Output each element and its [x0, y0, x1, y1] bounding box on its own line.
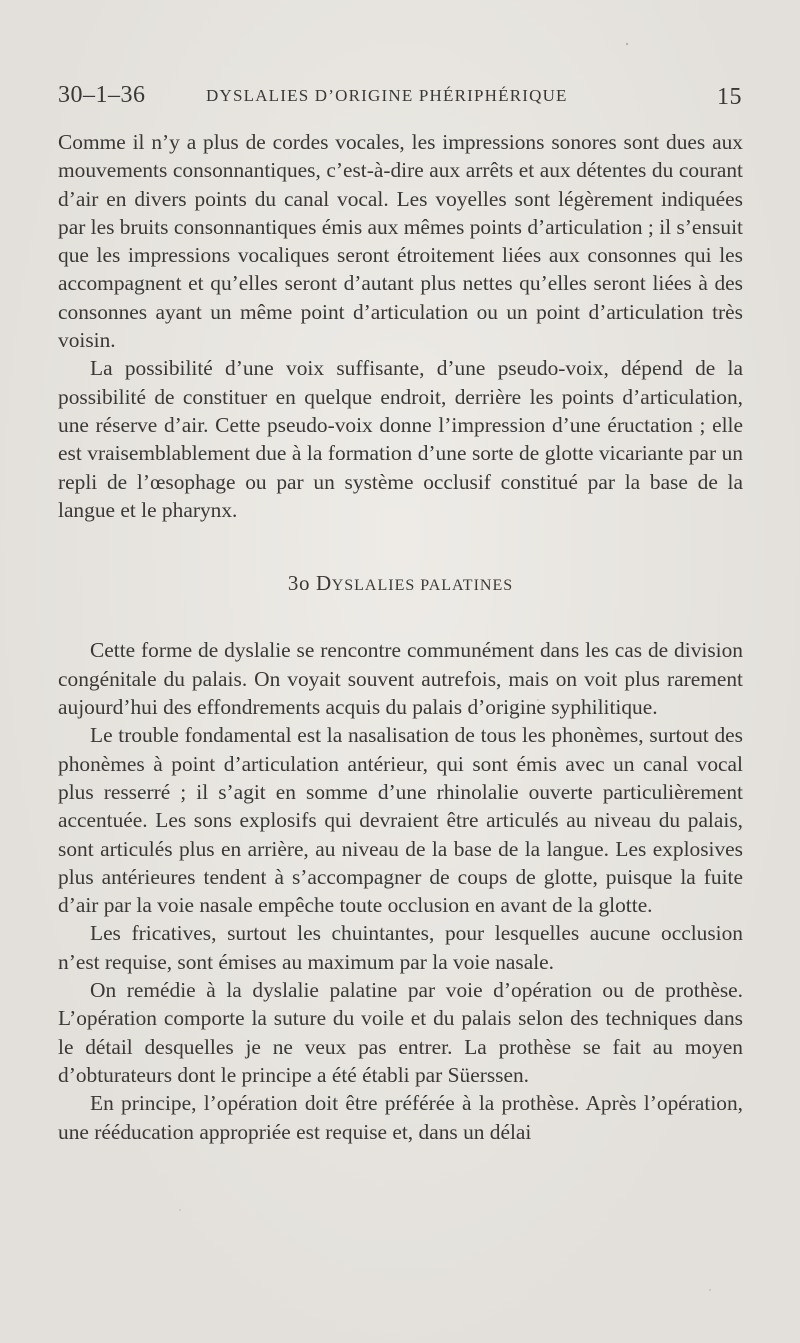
paragraph-en-principe: En principe, l’opération doit être préférée à la prothèse. Après l’opération, une rééducation appropriée est requise et, dans un délai [58, 1091, 743, 1144]
folio-code: 30–1–36 [58, 82, 146, 108]
paragraph-continued: Comme il n’y a plus de cordes vocales, les impressions sonores sont dues aux mouvements consonnantiques, c’est-à-dire aux arrêts et aux détentes du courant d’air en divers points du canal vocal. Les voyelles sont légèrement indiquées par les bruits consonnantiques émis aux mêmes points d’articulation ; il s’ensuit que les impressions vocaliques seront étroitement liées aux consonnes qui les accompagnent et qu’elles seront d’autant plus nettes qu’elles seront liées à des consonnes ayant un même point d’articulation ou un point d’articulation très voisin. [58, 130, 743, 353]
paragraph-remede: On remédie à la dyslalie palatine par voie d’opération ou de prothèse. L’opération comporte la suture du voile et du palais selon des techniques dans le détail desquelles je ne veux pas entrer. La prothèse se fait au moyen d’obturateurs dont le principe a été établi par Süerssen. [58, 978, 743, 1087]
paragraph-division-palais: Cette forme de dyslalie se rencontre communément dans les cas de division congénitale du palais. On voyait souvent autrefois, mais on voit plus rarement aujourd’hui des effondrements acquis du palais d’origine syphilitique. [58, 638, 743, 720]
page-body [58, 128, 743, 1146]
section-title-initial: D [315, 571, 332, 596]
paragraph-trouble-fondamental: Le trouble fondamental est la nasalisation de tous les phonèmes, surtout des phonèmes à point d’articulation antérieur, qui sont émis avec un canal vocal plus resserré ; il s’agit en somme d’une rhinolalie ouverte particulièrement accentuée. Les sons explosifs qui devraient être articulés au niveau du palais, sont articulés plus en arrière, au niveau de la base de la langue. Les explosives plus antérieures tendent à s’accompagner de coups de glotte, puisque la fuite d’air par la voie nasale empêche toute occlusion en avant de la glotte. [58, 723, 743, 918]
section-number: 3o [287, 571, 311, 596]
section-title-rest: YSLALIES PALATINES [331, 577, 514, 595]
paragraph-fricatives: Les fricatives, surtout les chuintantes, pour lesquelles aucune occlusion n’est requise, sont émises au maximum par la voie nasale. [58, 921, 743, 974]
page-number: 15 [717, 84, 742, 110]
paragraph-pseudo-voix: La possibilité d’une voix suffisante, d’une pseudo-voix, dépend de la possibilité de constituer en quelque endroit, derrière les points d’articulation, une réserve d’air. Cette pseudo-voix donne l’impression d’une éructation ; elle est vraisemblablement due à la formation d’une sorte de glotte vicariante par un repli de l’œsophage ou par un système occlusif constitué par la base de la langue et le pharynx. [58, 356, 743, 522]
section-heading [58, 569, 743, 600]
running-title: DYSLALIES D’ORIGINE PHÉRIPHÉRIQUE [206, 86, 568, 105]
running-header [58, 82, 742, 112]
